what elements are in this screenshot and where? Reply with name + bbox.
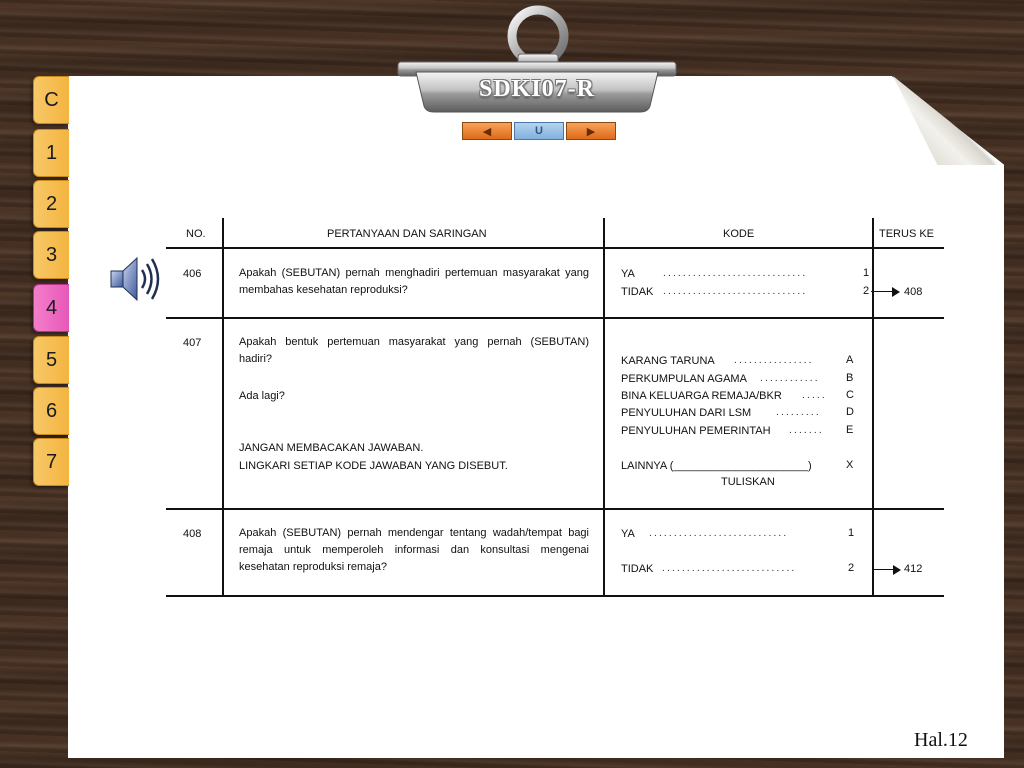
q407-code-x[interactable]: X <box>846 459 854 471</box>
q407-text: Apakah bentuk pertemuan masyarakat yang pernah (SEBUTAN) hadiri? <box>239 336 589 365</box>
q407-option-a: KARANG TARUNA <box>621 355 715 367</box>
q407-option-other: LAINNYA (______________________) <box>621 460 812 472</box>
q407-number: 407 <box>183 337 202 349</box>
q408-option-ya: YA <box>621 528 635 540</box>
q406-option-ya: YA <box>621 268 635 280</box>
header-no: NO. <box>186 228 206 240</box>
q408-code-ya[interactable]: 1 <box>848 527 855 539</box>
table-bottom-border <box>166 595 944 597</box>
q407-code-e[interactable]: E <box>846 424 854 436</box>
leader-dots: ..... <box>802 390 827 401</box>
row-divider <box>166 508 944 510</box>
header-question: PERTANYAAN DAN SARINGAN <box>327 228 487 240</box>
q407-code-c[interactable]: C <box>846 389 854 401</box>
tab-3[interactable]: 3 <box>33 231 69 279</box>
column-divider <box>872 218 874 597</box>
q406-text: Apakah (SEBUTAN) pernah menghadiri pertemuan masyarakat yang membahas kesehatan reproduksi? <box>239 267 589 296</box>
leader-dots: ............................. <box>663 268 808 279</box>
leader-dots: ....... <box>789 425 824 436</box>
skip-arrow-icon <box>871 286 900 298</box>
leader-dots: ........................... <box>662 563 797 574</box>
tab-2[interactable]: 2 <box>33 180 69 228</box>
page-number: Hal.12 <box>914 729 968 751</box>
form-code-title: SDKI07-R <box>478 76 595 102</box>
speaker-icon <box>108 252 168 308</box>
leader-dots: ............ <box>760 373 820 384</box>
q408-text: Apakah (SEBUTAN) pernah mendengar tentang wadah/tempat bagi remaja untuk memperoleh informasi dan konsultasi mengenai kesehatan reproduksi remaja? <box>239 527 589 573</box>
tab-4[interactable]: 4 <box>33 284 69 332</box>
audio-button[interactable] <box>108 252 168 308</box>
u-turn-icon: U <box>535 125 543 137</box>
return-button[interactable] <box>514 122 564 140</box>
row-divider <box>166 317 944 319</box>
q407-probe: Ada lagi? <box>239 390 285 402</box>
header-divider <box>166 247 944 249</box>
leader-dots: ................ <box>734 355 814 366</box>
q406-code-tidak[interactable]: 2 <box>863 285 870 297</box>
q406-number: 406 <box>183 268 202 280</box>
q407-option-c: BINA KELUARGA REMAJA/BKR <box>621 390 782 402</box>
next-page-button[interactable] <box>566 122 616 140</box>
q407-option-d: PENYULUHAN DARI LSM <box>621 407 752 419</box>
column-divider <box>222 218 224 597</box>
leader-dots: ............................. <box>663 286 808 297</box>
header-code: KODE <box>723 228 755 240</box>
q407-code-b[interactable]: B <box>846 372 854 384</box>
leader-dots: ............................ <box>649 528 789 539</box>
questionnaire-table <box>166 218 944 598</box>
q408-skip-target: 412 <box>904 563 923 575</box>
q406-code-ya[interactable]: 1 <box>863 267 870 279</box>
binder-clip <box>396 2 678 116</box>
q407-option-b: PERKUMPULAN AGAMA <box>621 373 747 385</box>
q408-option-tidak: TIDAK <box>621 563 654 575</box>
tab-5[interactable]: 5 <box>33 336 69 384</box>
q407-instruction-1: JANGAN MEMBACAKAN JAWABAN. <box>239 442 424 454</box>
leader-dots: ......... <box>776 407 821 418</box>
q407-option-e: PENYULUHAN PEMERINTAH <box>621 425 771 437</box>
column-divider <box>603 218 605 597</box>
q407-instruction-2: LINGKARI SETIAP KODE JAWABAN YANG DISEBUT. <box>239 460 508 472</box>
q407-code-d[interactable]: D <box>846 406 854 418</box>
q407-code-a[interactable]: A <box>846 354 854 366</box>
q407-write-in-label: TULISKAN <box>721 476 775 488</box>
skip-arrow-icon <box>872 564 901 576</box>
q406-option-tidak: TIDAK <box>621 286 654 298</box>
tab-7[interactable]: 7 <box>33 438 69 486</box>
tab-c[interactable]: C <box>33 76 69 124</box>
arrow-left-icon: ◀ <box>482 125 492 138</box>
tab-6[interactable]: 6 <box>33 387 69 435</box>
previous-page-button[interactable] <box>462 122 512 140</box>
q406-skip-target: 408 <box>904 286 923 298</box>
arrow-right-icon: ▶ <box>586 125 596 138</box>
q408-code-tidak[interactable]: 2 <box>848 562 855 574</box>
header-skip: TERUS KE <box>879 228 935 240</box>
tab-1[interactable]: 1 <box>33 129 69 177</box>
q408-number: 408 <box>183 528 202 540</box>
